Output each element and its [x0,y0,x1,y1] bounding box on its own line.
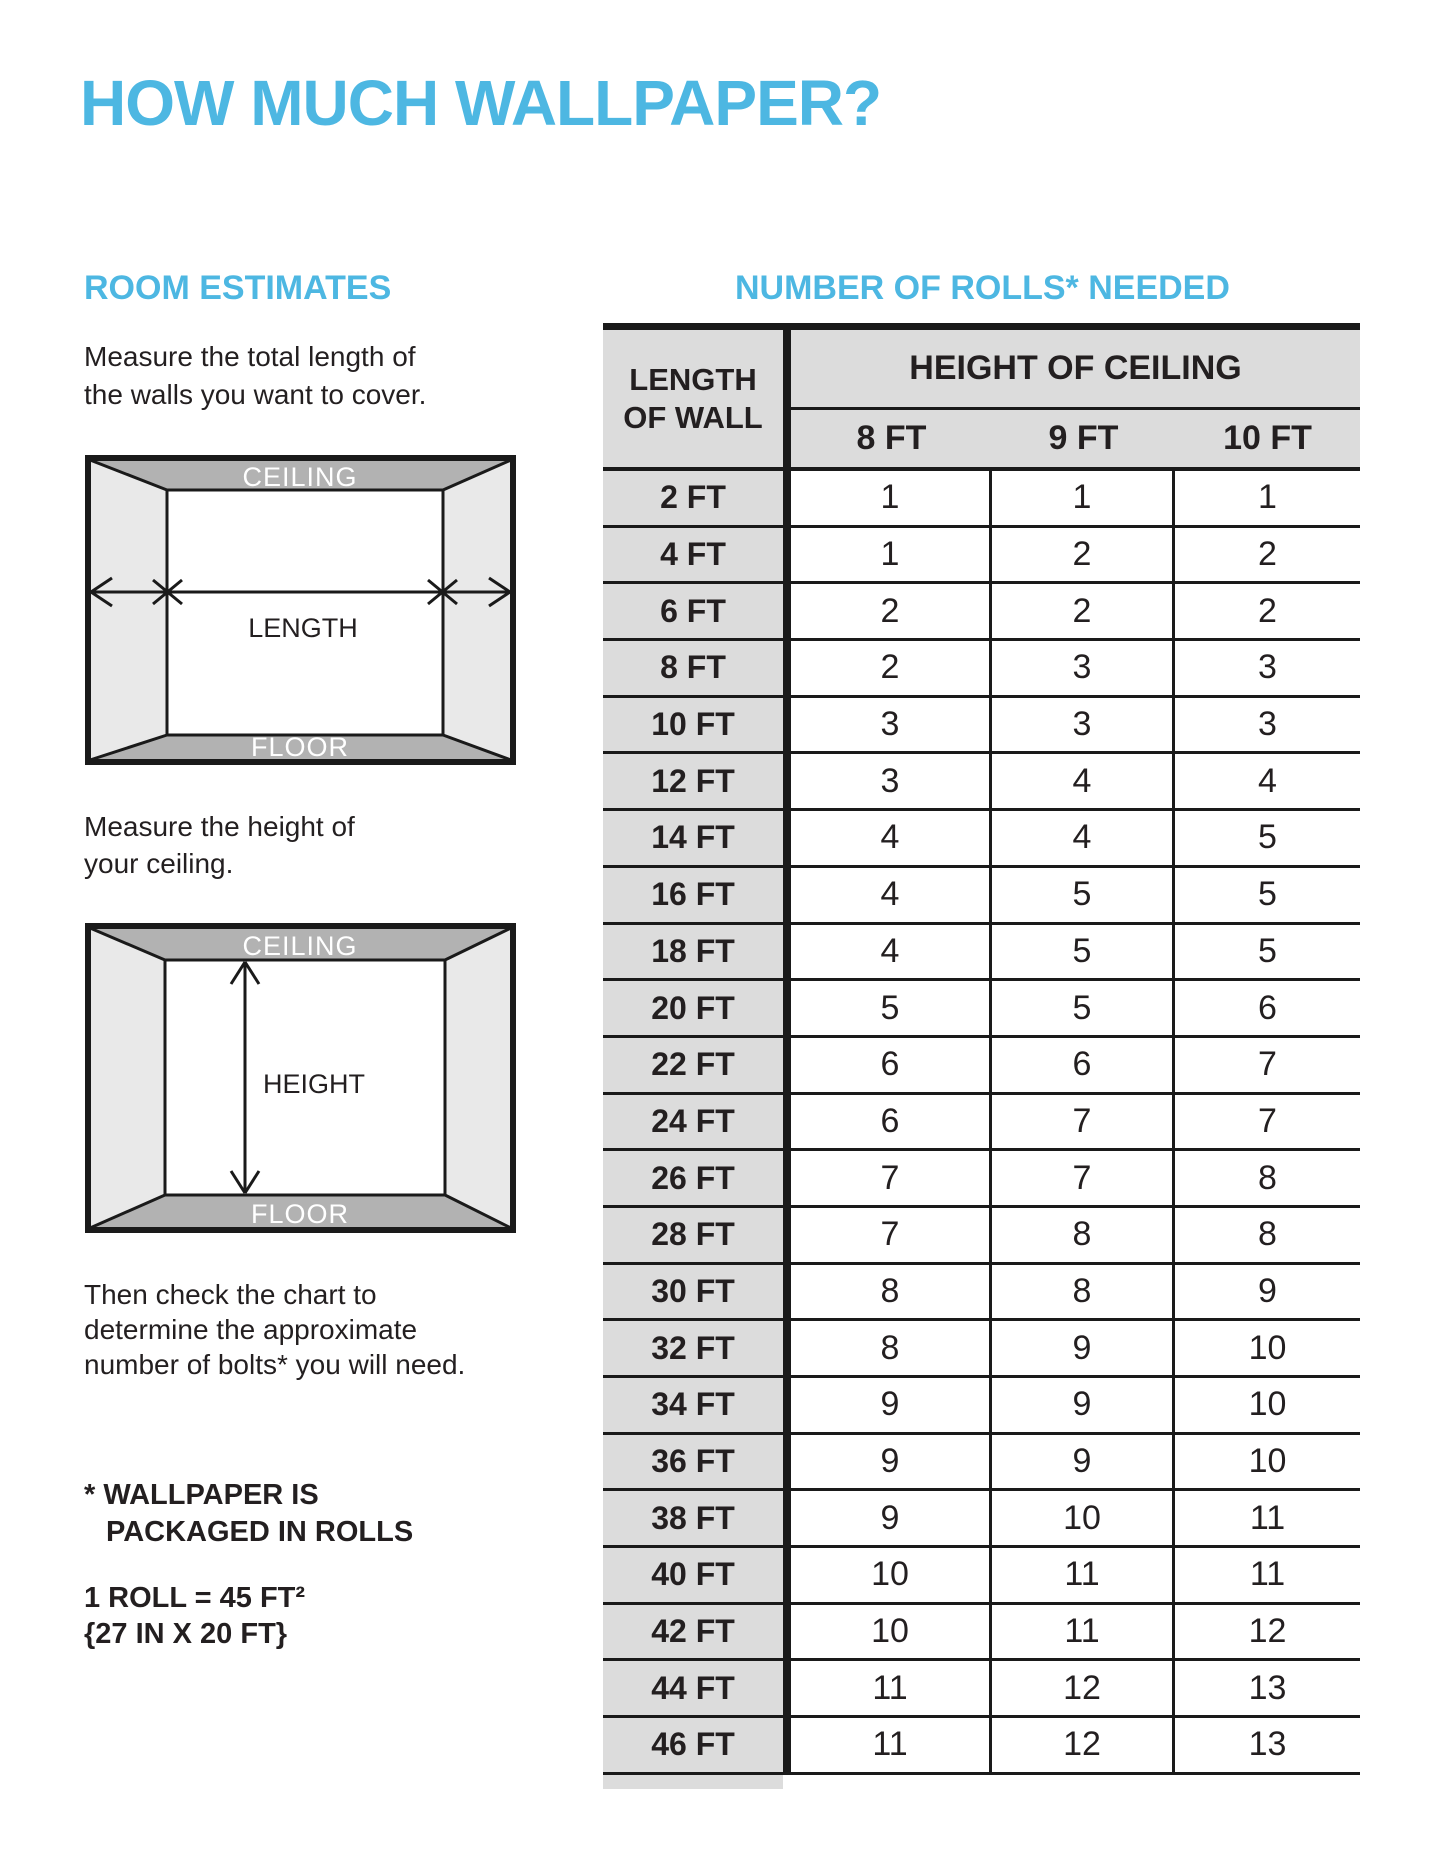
table-top-border [603,323,1360,330]
thick-column-divider [783,868,791,925]
cell-value: 5 [791,981,992,1038]
row-label: 40 FT [603,1548,783,1605]
cell-value: 5 [992,981,1175,1038]
table-row [603,528,1360,585]
check-chart-paragraph [84,1277,465,1382]
row-label: 38 FT [603,1491,783,1548]
cell-value: 11 [992,1605,1175,1662]
label-column-tail [603,1775,783,1789]
cell-value: 4 [791,811,992,868]
thick-column-divider [783,471,791,528]
table-row [603,1491,1360,1548]
column-header-10ft: 10 FT [1223,419,1312,457]
thick-column-divider [783,981,791,1038]
row-label: 36 FT [603,1435,783,1492]
cell-value: 3 [992,698,1175,755]
thick-column-divider [783,698,791,755]
cell-value: 2 [1175,584,1360,641]
thick-column-divider [783,1661,791,1718]
cell-value: 1 [1175,471,1360,528]
page-title: HOW MUCH WALLPAPER? [80,67,882,139]
cell-value: 10 [992,1491,1175,1548]
cell-value: 3 [1175,698,1360,755]
table-row [603,1265,1360,1322]
cell-value: 1 [791,528,992,585]
right-wall-surface [445,928,511,1228]
cell-value: 5 [1175,811,1360,868]
table-row [603,1548,1360,1605]
cell-value: 8 [1175,1208,1360,1265]
footnote-line: * WALLPAPER IS [84,1479,319,1511]
cell-value: 12 [992,1718,1175,1775]
column-header-9ft: 9 FT [1048,419,1119,457]
cell-value: 3 [791,754,992,811]
cell-value: 6 [992,1038,1175,1095]
room-estimates-heading: ROOM ESTIMATES [84,269,392,307]
cell-value: 2 [791,641,992,698]
table-row [603,1038,1360,1095]
row-label: 26 FT [603,1151,783,1208]
thick-column-divider [783,811,791,868]
roll-size-info [84,1580,305,1652]
measure-length-paragraph [84,338,426,414]
measure-height-paragraph [84,808,355,882]
table-row [603,981,1360,1038]
paragraph-line: Measure the height of [84,811,355,842]
cell-value: 11 [1175,1491,1360,1548]
cell-value: 11 [791,1718,992,1775]
row-label: 2 FT [603,471,783,528]
cell-value: 7 [1175,1038,1360,1095]
table-row [603,1321,1360,1378]
paragraph-line: number of bolts* you will need. [84,1349,466,1380]
ceiling-column-headers [791,410,1360,467]
cell-value: 6 [791,1095,992,1152]
cell-value: 10 [1175,1321,1360,1378]
row-label: 20 FT [603,981,783,1038]
cell-value: 7 [1175,1095,1360,1152]
cell-value: 5 [992,868,1175,925]
thick-column-divider [783,1095,791,1152]
table-row [603,471,1360,528]
height-of-ceiling-header: HEIGHT OF CEILING [791,330,1360,407]
paragraph-line: the walls you want to cover. [84,379,427,410]
thick-column-divider [783,1718,791,1775]
table-row [603,1661,1360,1718]
length-dimension-label: LENGTH [248,613,358,643]
floor-label: FLOOR [250,732,350,762]
right-wall-surface [443,460,511,760]
row-label: 22 FT [603,1038,783,1095]
cell-value: 8 [791,1265,992,1322]
header-line: OF WALL [623,399,763,435]
row-label: 10 FT [603,698,783,755]
cell-value: 9 [791,1378,992,1435]
thick-column-divider [783,1491,791,1548]
wallpaper-footnote [84,1477,413,1551]
cell-value: 9 [992,1321,1175,1378]
cell-value: 10 [791,1605,992,1662]
row-label: 42 FT [603,1605,783,1662]
table-row [603,641,1360,698]
cell-value: 3 [791,698,992,755]
room-length-diagram [85,455,516,765]
cell-value: 2 [992,528,1175,585]
left-wall-surface [90,928,165,1228]
cell-value: 8 [992,1265,1175,1322]
cell-value: 9 [791,1491,992,1548]
thick-column-divider [783,1378,791,1435]
thick-column-divider [783,1038,791,1095]
cell-value: 4 [992,754,1175,811]
cell-value: 11 [791,1661,992,1718]
cell-value: 4 [791,868,992,925]
table-row [603,811,1360,868]
cell-value: 8 [1175,1151,1360,1208]
height-dimension-label: HEIGHT [263,1069,366,1099]
cell-value: 9 [992,1378,1175,1435]
table-row [603,1151,1360,1208]
paragraph-line: determine the approximate [84,1314,418,1345]
row-label: 14 FT [603,811,783,868]
ceiling-header-group [791,330,1360,467]
table-row [603,925,1360,982]
table-row [603,698,1360,755]
cell-value: 12 [992,1661,1175,1718]
room-height-diagram [85,923,516,1233]
thick-column-divider [783,1605,791,1662]
table-row [603,1435,1360,1492]
cell-value: 7 [791,1151,992,1208]
row-label: 34 FT [603,1378,783,1435]
footnote-line: PACKAGED IN ROLLS [106,1516,414,1548]
thick-column-divider [783,925,791,982]
column-header-8ft: 8 FT [856,419,927,457]
row-label: 28 FT [603,1208,783,1265]
cell-value: 6 [1175,981,1360,1038]
thick-column-divider [783,641,791,698]
row-label: 24 FT [603,1095,783,1152]
cell-value: 1 [791,471,992,528]
cell-value: 11 [992,1548,1175,1605]
table-row [603,1095,1360,1152]
cell-value: 9 [992,1435,1175,1492]
table-row [603,1208,1360,1265]
row-label: 32 FT [603,1321,783,1378]
row-label: 44 FT [603,1661,783,1718]
cell-value: 5 [1175,868,1360,925]
cell-value: 7 [992,1095,1175,1152]
header-line: LENGTH [629,361,757,397]
thick-column-divider [783,1435,791,1492]
row-label: 12 FT [603,754,783,811]
thick-column-divider [783,330,791,467]
cell-value: 6 [791,1038,992,1095]
length-of-wall-header [603,330,783,467]
cell-value: 2 [992,584,1175,641]
cell-value: 12 [1175,1605,1360,1662]
table-row [603,754,1360,811]
thick-column-divider [783,1208,791,1265]
row-label: 30 FT [603,1265,783,1322]
cell-value: 5 [1175,925,1360,982]
cell-value: 13 [1175,1718,1360,1775]
row-label: 6 FT [603,584,783,641]
cell-value: 7 [992,1151,1175,1208]
thick-column-divider [783,1265,791,1322]
cell-value: 11 [1175,1548,1360,1605]
roll-size-line: {27 IN X 20 FT} [84,1618,288,1650]
table-header [603,330,1360,467]
row-label: 4 FT [603,528,783,585]
cell-value: 4 [791,925,992,982]
left-wall-surface [90,460,167,760]
table-row [603,1605,1360,1662]
table-rows [603,471,1360,1775]
row-label: 8 FT [603,641,783,698]
row-label: 46 FT [603,1718,783,1775]
thick-column-divider [783,1548,791,1605]
ceiling-label: CEILING [242,462,358,492]
cell-value: 4 [992,811,1175,868]
paragraph-line: Then check the chart to [84,1279,377,1310]
cell-value: 7 [791,1208,992,1265]
ceiling-label: CEILING [242,931,358,961]
cell-value: 8 [791,1321,992,1378]
cell-value: 13 [1175,1661,1360,1718]
cell-value: 1 [992,471,1175,528]
thick-column-divider [783,528,791,585]
cell-value: 5 [992,925,1175,982]
cell-value: 9 [1175,1265,1360,1322]
thick-column-divider [783,1321,791,1378]
rolls-needed-heading: NUMBER OF ROLLS* NEEDED [735,269,1230,307]
cell-value: 10 [1175,1435,1360,1492]
rolls-table [603,323,1360,1789]
thick-column-divider [783,584,791,641]
cell-value: 8 [992,1208,1175,1265]
thick-column-divider [783,754,791,811]
table-row [603,1378,1360,1435]
floor-label: FLOOR [250,1199,350,1229]
row-label: 16 FT [603,868,783,925]
cell-value: 9 [791,1435,992,1492]
cell-value: 4 [1175,754,1360,811]
cell-value: 2 [791,584,992,641]
cell-value: 10 [1175,1378,1360,1435]
table-row [603,868,1360,925]
paragraph-line: Measure the total length of [84,341,416,372]
table-row [603,1718,1360,1775]
paragraph-line: your ceiling. [84,848,234,879]
roll-size-line: 1 ROLL = 45 FT² [84,1582,306,1614]
row-label: 18 FT [603,925,783,982]
table-row [603,584,1360,641]
cell-value: 3 [1175,641,1360,698]
cell-value: 3 [992,641,1175,698]
cell-value: 2 [1175,528,1360,585]
thick-column-divider [783,1151,791,1208]
cell-value: 10 [791,1548,992,1605]
